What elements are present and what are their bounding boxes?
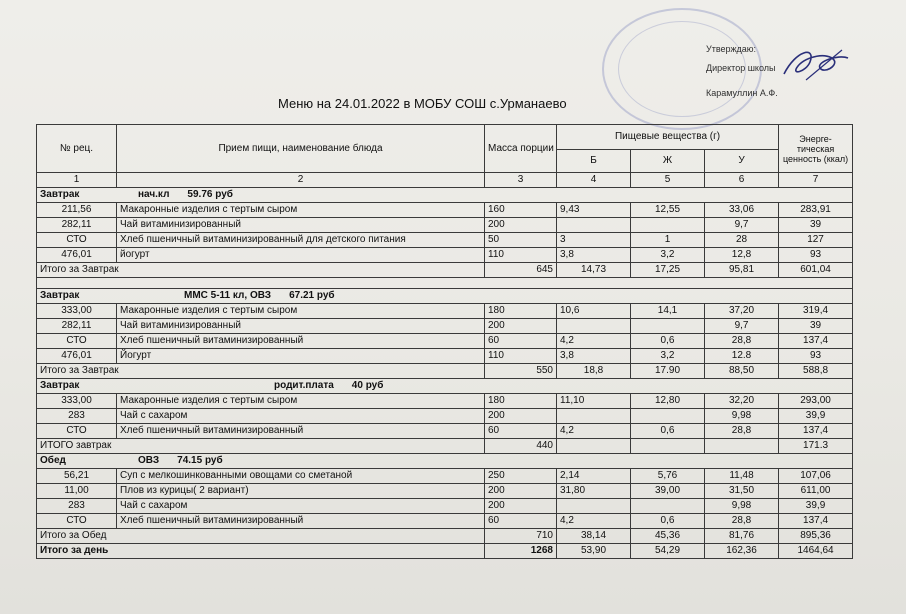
fat-value bbox=[631, 409, 705, 424]
portion-mass: 180 bbox=[485, 304, 557, 319]
rec-number: 282,11 bbox=[37, 218, 117, 233]
total-mass: 645 bbox=[485, 263, 557, 278]
carbs-value: 12.8 bbox=[705, 349, 779, 364]
energy-value: 93 bbox=[779, 349, 853, 364]
section-header-row bbox=[37, 188, 853, 203]
carbs-value: 9,98 bbox=[705, 499, 779, 514]
dish-name: Макаронные изделия с тертым сыром bbox=[117, 394, 485, 409]
fat-value: 0,6 bbox=[631, 424, 705, 439]
day-total-energy: 1464,64 bbox=[779, 544, 853, 559]
portion-mass: 60 bbox=[485, 424, 557, 439]
column-number: 7 bbox=[779, 173, 853, 188]
portion-mass: 60 bbox=[485, 334, 557, 349]
dish-name: Хлеб пшеничный витаминизированный bbox=[117, 424, 485, 439]
column-number: 5 bbox=[631, 173, 705, 188]
dish-name: Чай с сахаром bbox=[117, 409, 485, 424]
dish-name: йогурт bbox=[117, 248, 485, 263]
total-label: Итого за Завтрак bbox=[37, 364, 485, 379]
protein-value: 3,8 bbox=[557, 248, 631, 263]
carbs-value: 11,48 bbox=[705, 469, 779, 484]
day-total-label: Итого за день bbox=[37, 544, 485, 559]
rec-number: 476,01 bbox=[37, 349, 117, 364]
rec-number: 11,00 bbox=[37, 484, 117, 499]
group-name: нач.кл bbox=[138, 189, 170, 200]
day-total-fat: 54,29 bbox=[631, 544, 705, 559]
rec-number: 211,56 bbox=[37, 203, 117, 218]
day-total-row bbox=[37, 544, 853, 559]
rec-number: СТО bbox=[37, 334, 117, 349]
dish-name: Макаронные изделия с тертым сыром bbox=[117, 304, 485, 319]
total-protein: 18,8 bbox=[557, 364, 631, 379]
total-mass: 440 bbox=[485, 439, 557, 454]
energy-value: 319,4 bbox=[779, 304, 853, 319]
total-mass: 550 bbox=[485, 364, 557, 379]
fat-value: 39,00 bbox=[631, 484, 705, 499]
total-mass: 710 bbox=[485, 529, 557, 544]
fat-value: 1 bbox=[631, 233, 705, 248]
total-row bbox=[37, 364, 853, 379]
dish-name: Плов из курицы( 2 вариант) bbox=[117, 484, 485, 499]
dish-row bbox=[37, 334, 853, 349]
header-carbs: У bbox=[705, 150, 779, 173]
protein-value: 2,14 bbox=[557, 469, 631, 484]
dish-name: Чай витаминизированный bbox=[117, 319, 485, 334]
dish-row bbox=[37, 248, 853, 263]
total-carbs: 88,50 bbox=[705, 364, 779, 379]
carbs-value: 12,8 bbox=[705, 248, 779, 263]
total-row bbox=[37, 439, 853, 454]
energy-value: 293,00 bbox=[779, 394, 853, 409]
protein-value: 4,2 bbox=[557, 334, 631, 349]
protein-value bbox=[557, 499, 631, 514]
dish-name: Хлеб пшеничный витаминизированный bbox=[117, 334, 485, 349]
dish-row bbox=[37, 484, 853, 499]
group-name: родит.плата bbox=[274, 380, 334, 391]
total-fat: 17.90 bbox=[631, 364, 705, 379]
portion-mass: 200 bbox=[485, 499, 557, 514]
dish-name: Хлеб пшеничный витаминизированный bbox=[117, 514, 485, 529]
fat-value: 5,76 bbox=[631, 469, 705, 484]
energy-value: 283,91 bbox=[779, 203, 853, 218]
column-numbers-row bbox=[37, 173, 853, 188]
energy-value: 137,4 bbox=[779, 424, 853, 439]
protein-value: 3 bbox=[557, 233, 631, 248]
total-protein bbox=[557, 439, 631, 454]
header-dish: Прием пищи, наименование блюда bbox=[117, 125, 485, 173]
portion-mass: 180 bbox=[485, 394, 557, 409]
price: 74.15 руб bbox=[177, 455, 223, 466]
column-number: 4 bbox=[557, 173, 631, 188]
carbs-value: 9,7 bbox=[705, 218, 779, 233]
dish-row bbox=[37, 319, 853, 334]
fat-value bbox=[631, 218, 705, 233]
portion-mass: 200 bbox=[485, 484, 557, 499]
portion-mass: 110 bbox=[485, 349, 557, 364]
meal-name: Завтрак bbox=[40, 380, 80, 391]
dish-row bbox=[37, 499, 853, 514]
menu-table bbox=[36, 124, 853, 559]
portion-mass: 160 bbox=[485, 203, 557, 218]
protein-value: 4,2 bbox=[557, 514, 631, 529]
energy-value: 107,06 bbox=[779, 469, 853, 484]
rec-number: 283 bbox=[37, 409, 117, 424]
group-name: ММС 5-11 кл, ОВЗ bbox=[184, 290, 272, 301]
dish-row bbox=[37, 424, 853, 439]
group-name: ОВЗ bbox=[138, 455, 160, 466]
total-protein: 14,73 bbox=[557, 263, 631, 278]
carbs-value: 9,7 bbox=[705, 319, 779, 334]
carbs-value: 31,50 bbox=[705, 484, 779, 499]
dish-row bbox=[37, 349, 853, 364]
dish-row bbox=[37, 218, 853, 233]
fat-value: 12,80 bbox=[631, 394, 705, 409]
fat-value: 0,6 bbox=[631, 514, 705, 529]
carbs-value: 28,8 bbox=[705, 334, 779, 349]
carbs-value: 9,98 bbox=[705, 409, 779, 424]
header-nutrients: Пищевые вещества (г) bbox=[557, 125, 779, 150]
fat-value bbox=[631, 319, 705, 334]
carbs-value: 32,20 bbox=[705, 394, 779, 409]
rec-number: 56,21 bbox=[37, 469, 117, 484]
rec-number: 476,01 bbox=[37, 248, 117, 263]
dish-row bbox=[37, 409, 853, 424]
dish-name: Чай с сахаром bbox=[117, 499, 485, 514]
portion-mass: 250 bbox=[485, 469, 557, 484]
day-total-mass: 1268 bbox=[485, 544, 557, 559]
dish-row bbox=[37, 469, 853, 484]
section-header bbox=[37, 454, 853, 469]
protein-value: 10,6 bbox=[557, 304, 631, 319]
rec-number: 283 bbox=[37, 499, 117, 514]
total-fat bbox=[631, 439, 705, 454]
total-carbs bbox=[705, 439, 779, 454]
portion-mass: 50 bbox=[485, 233, 557, 248]
energy-value: 137,4 bbox=[779, 514, 853, 529]
header-row bbox=[37, 125, 853, 150]
dish-name: Суп с мелкошинкованными овощами со сметаной bbox=[117, 469, 485, 484]
section-header-row bbox=[37, 289, 853, 304]
protein-value: 11,10 bbox=[557, 394, 631, 409]
fat-value: 3,2 bbox=[631, 349, 705, 364]
rec-number: 333,00 bbox=[37, 304, 117, 319]
total-label: Итого за Обед bbox=[37, 529, 485, 544]
meal-name: Обед bbox=[40, 455, 66, 466]
portion-mass: 60 bbox=[485, 514, 557, 529]
total-energy: 601,04 bbox=[779, 263, 853, 278]
total-protein: 38,14 bbox=[557, 529, 631, 544]
price: 40 руб bbox=[351, 380, 384, 391]
day-total-carbs: 162,36 bbox=[705, 544, 779, 559]
total-energy: 171.3 bbox=[779, 439, 853, 454]
meal-name: Завтрак bbox=[40, 290, 80, 301]
total-carbs: 81,76 bbox=[705, 529, 779, 544]
column-number: 1 bbox=[37, 173, 117, 188]
fat-value: 3,2 bbox=[631, 248, 705, 263]
protein-value: 9,43 bbox=[557, 203, 631, 218]
portion-mass: 110 bbox=[485, 248, 557, 263]
fat-value bbox=[631, 499, 705, 514]
section-header-row bbox=[37, 379, 853, 394]
protein-value: 4,2 bbox=[557, 424, 631, 439]
dish-row bbox=[37, 203, 853, 218]
section-header bbox=[37, 289, 853, 304]
column-number: 2 bbox=[117, 173, 485, 188]
header-fat: Ж bbox=[631, 150, 705, 173]
dish-row bbox=[37, 304, 853, 319]
carbs-value: 28,8 bbox=[705, 424, 779, 439]
total-row bbox=[37, 263, 853, 278]
total-fat: 45,36 bbox=[631, 529, 705, 544]
director-signature bbox=[776, 40, 856, 90]
header-energy: Энерге-тическая ценность (ккал) bbox=[779, 125, 853, 173]
price: 67.21 руб bbox=[289, 290, 335, 301]
protein-value: 3,8 bbox=[557, 349, 631, 364]
rec-number: 282,11 bbox=[37, 319, 117, 334]
rec-number: СТО bbox=[37, 233, 117, 248]
header-mass: Масса порции bbox=[485, 125, 557, 173]
dish-name: Хлеб пшеничный витаминизированный для детского питания bbox=[117, 233, 485, 248]
header-protein: Б bbox=[557, 150, 631, 173]
spacer-cell bbox=[37, 278, 853, 289]
fat-value: 12,55 bbox=[631, 203, 705, 218]
energy-value: 39 bbox=[779, 218, 853, 233]
fat-value: 14,1 bbox=[631, 304, 705, 319]
protein-value bbox=[557, 409, 631, 424]
header-rec: № рец. bbox=[37, 125, 117, 173]
section-header bbox=[37, 379, 853, 394]
carbs-value: 33,06 bbox=[705, 203, 779, 218]
dish-row bbox=[37, 394, 853, 409]
meal-name: Завтрак bbox=[40, 189, 80, 200]
carbs-value: 28 bbox=[705, 233, 779, 248]
section-header bbox=[37, 188, 853, 203]
carbs-value: 37,20 bbox=[705, 304, 779, 319]
total-energy: 588,8 bbox=[779, 364, 853, 379]
fat-value: 0,6 bbox=[631, 334, 705, 349]
day-total-protein: 53,90 bbox=[557, 544, 631, 559]
total-fat: 17,25 bbox=[631, 263, 705, 278]
energy-value: 39,9 bbox=[779, 499, 853, 514]
total-row bbox=[37, 529, 853, 544]
rec-number: СТО bbox=[37, 424, 117, 439]
carbs-value: 28,8 bbox=[705, 514, 779, 529]
protein-value bbox=[557, 218, 631, 233]
dish-name: Макаронные изделия с тертым сыром bbox=[117, 203, 485, 218]
column-number: 6 bbox=[705, 173, 779, 188]
dish-row bbox=[37, 514, 853, 529]
price: 59.76 руб bbox=[187, 189, 233, 200]
dish-name: Йогурт bbox=[117, 349, 485, 364]
section-header-row bbox=[37, 454, 853, 469]
approval-block bbox=[706, 40, 778, 103]
approval-line-1: Утверждаю: bbox=[706, 44, 757, 54]
approval-line-2: Директор школы bbox=[706, 63, 776, 73]
spacer-row bbox=[37, 278, 853, 289]
dish-name: Чай витаминизированный bbox=[117, 218, 485, 233]
dish-row bbox=[37, 233, 853, 248]
total-energy: 895,36 bbox=[779, 529, 853, 544]
total-label: Итого за Завтрак bbox=[37, 263, 485, 278]
energy-value: 127 bbox=[779, 233, 853, 248]
total-label: ИТОГО завтрак bbox=[37, 439, 485, 454]
energy-value: 611,00 bbox=[779, 484, 853, 499]
approval-line-3: Карамуллин А.Ф. bbox=[706, 88, 778, 98]
energy-value: 39 bbox=[779, 319, 853, 334]
rec-number: 333,00 bbox=[37, 394, 117, 409]
energy-value: 39,9 bbox=[779, 409, 853, 424]
protein-value: 31,80 bbox=[557, 484, 631, 499]
portion-mass: 200 bbox=[485, 218, 557, 233]
portion-mass: 200 bbox=[485, 319, 557, 334]
rec-number: СТО bbox=[37, 514, 117, 529]
protein-value bbox=[557, 319, 631, 334]
energy-value: 137,4 bbox=[779, 334, 853, 349]
page-title: Меню на 24.01.2022 в МОБУ СОШ с.Урманаево bbox=[278, 96, 567, 111]
energy-value: 93 bbox=[779, 248, 853, 263]
column-number: 3 bbox=[485, 173, 557, 188]
total-carbs: 95,81 bbox=[705, 263, 779, 278]
portion-mass: 200 bbox=[485, 409, 557, 424]
